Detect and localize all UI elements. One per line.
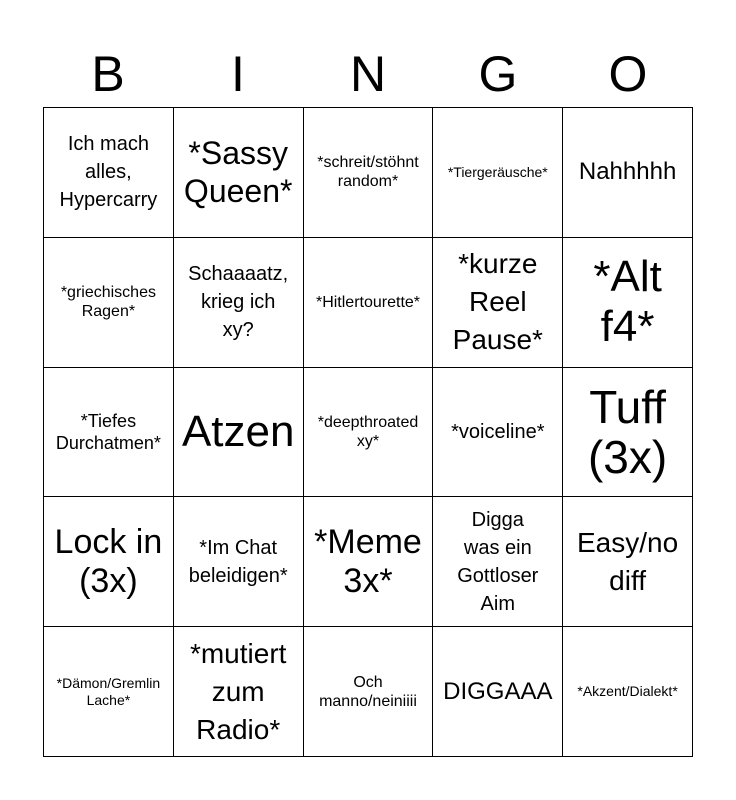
cell-text: Och manno/neiniiii xyxy=(319,673,417,710)
header-letter-i: I xyxy=(231,46,245,102)
cell-text: *Sassy Queen* xyxy=(183,135,293,210)
cell-text: Nahhhhh xyxy=(578,158,677,186)
bingo-cell-r5c2[interactable] xyxy=(174,627,304,757)
bingo-cell-r2c2[interactable] xyxy=(174,238,304,368)
bingo-cell-r2c4[interactable] xyxy=(433,238,563,368)
cell-text: *deepthroated xy* xyxy=(317,413,419,450)
bingo-cell-r1c2[interactable] xyxy=(174,108,304,238)
header-letter-g: G xyxy=(478,46,518,102)
bingo-cell-r4c4[interactable] xyxy=(433,497,563,627)
bingo-cell-r1c4[interactable] xyxy=(433,108,563,238)
bingo-cell-r4c1[interactable] xyxy=(44,497,174,627)
cell-text: *Akzent/Dialekt* xyxy=(577,683,678,700)
header-letter-o: O xyxy=(608,46,648,102)
cell-text: Tuff (3x) xyxy=(587,380,668,483)
bingo-cell-r5c3[interactable] xyxy=(304,627,434,757)
bingo-cell-r4c2[interactable] xyxy=(174,497,304,627)
cell-text: *Im Chat beleidigen* xyxy=(188,536,288,587)
bingo-cell-r1c5[interactable] xyxy=(563,108,693,238)
bingo-cell-r4c3[interactable] xyxy=(304,497,434,627)
cell-text: *Alt f4* xyxy=(593,252,662,352)
header-letter-b: B xyxy=(91,46,125,102)
bingo-cell-r3c5[interactable] xyxy=(563,368,693,498)
bingo-cell-r3c4[interactable] xyxy=(433,368,563,498)
bingo-cell-r2c1[interactable] xyxy=(44,238,174,368)
header-letter-n: N xyxy=(349,46,387,102)
cell-text: Lock in (3x) xyxy=(54,522,163,600)
cell-text: *Meme 3x* xyxy=(314,522,422,600)
cell-text: Schaaaatz, krieg ich xy? xyxy=(188,263,289,342)
cell-text: Digga was ein Gottloser Aim xyxy=(457,508,539,615)
bingo-cell-r5c4[interactable] xyxy=(433,627,563,757)
cell-text: *griechisches Ragen* xyxy=(60,284,156,321)
cell-text: *Hitlertourette* xyxy=(315,293,421,311)
cell-text: Ich mach alles, Hypercarry xyxy=(59,133,158,212)
bingo-cell-r1c1[interactable] xyxy=(44,108,174,238)
bingo-cell-r3c3[interactable] xyxy=(304,368,434,498)
cell-text: *Tiergeräusche* xyxy=(447,163,548,180)
cell-text: *mutiert zum Radio* xyxy=(189,637,287,745)
cell-text: Easy/no diff xyxy=(577,526,679,596)
bingo-cell-r4c5[interactable] xyxy=(563,497,693,627)
cell-text: *kurze Reel Pause* xyxy=(452,248,543,356)
cell-text: DIGGAAA xyxy=(443,677,553,705)
bingo-cell-r2c3[interactable] xyxy=(304,238,434,368)
bingo-cell-r5c5[interactable] xyxy=(563,627,693,757)
cell-text: *Dämon/Gremlin Lache* xyxy=(56,674,161,708)
bingo-cell-r5c1[interactable] xyxy=(44,627,174,757)
bingo-cell-r3c2[interactable] xyxy=(174,368,304,498)
cell-text: Atzen xyxy=(181,406,295,456)
cell-text: *voiceline* xyxy=(451,420,545,443)
bingo-cell-r1c3[interactable] xyxy=(304,108,434,238)
bingo-header xyxy=(43,40,693,108)
bingo-board xyxy=(43,107,693,757)
cell-text: *Tiefes Durchatmen* xyxy=(55,410,161,453)
bingo-cell-r2c5[interactable] xyxy=(563,238,693,368)
cell-text: *schreit/stöhnt random* xyxy=(317,154,419,191)
bingo-cell-r3c1[interactable] xyxy=(44,368,174,498)
